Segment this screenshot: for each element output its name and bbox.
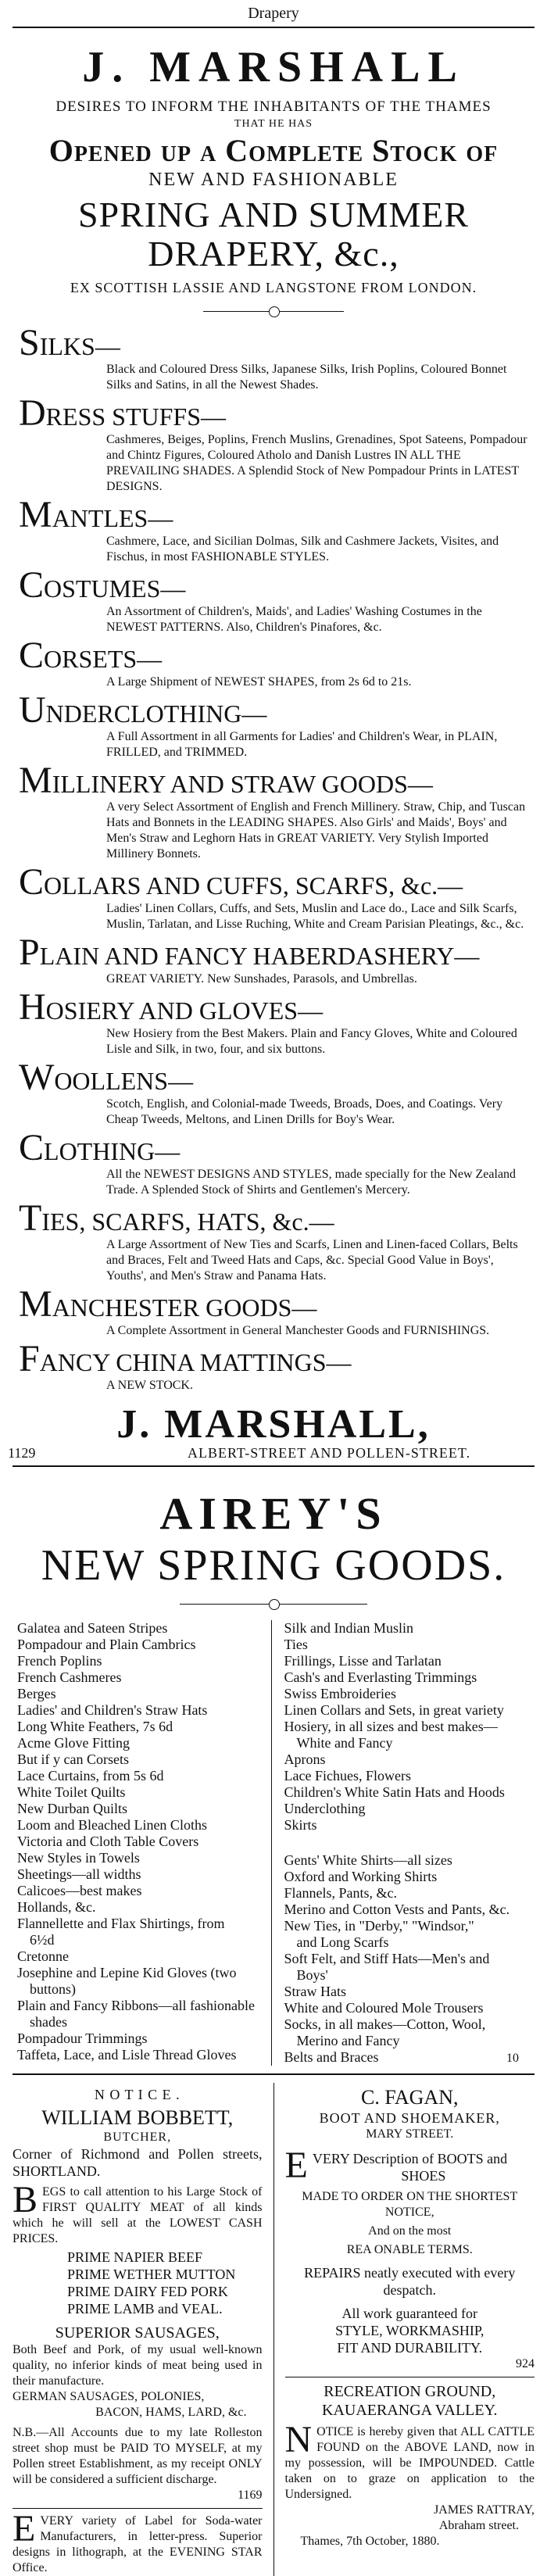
bobbett-bacon: BACON, HAMS, LARD, &c. [95, 2406, 247, 2419]
meat-item: PRIME LAMB and VEAL. [67, 2301, 223, 2317]
category-initial: W [19, 1057, 55, 1098]
category-title: ANCHESTER GOODS— [52, 1293, 317, 1322]
list-item: Victoria and Cloth Table Covers [17, 1834, 199, 1849]
category-heading [19, 1197, 528, 1239]
list-item: Galatea and Sateen Stripes [17, 1620, 168, 1636]
list-item: Josephine and Lepine Kid Gloves (two [17, 1965, 237, 1980]
category-title: ILKS— [39, 332, 120, 360]
category-title: LOTHING— [44, 1137, 181, 1165]
category-initial: F [19, 1338, 40, 1379]
fagan-line4: And on the most [368, 2224, 452, 2238]
bobbett-intro-block [13, 2179, 263, 2247]
category-description: A Large Assortment of New Ties and Scarfs, Linen and Linen-faced Collars, Belts and Braces, Felt and Tweed Hats and Caps, &c. Special Good Value in Boys', Youths', and Men's Straw and Panama Hats. [106, 1238, 518, 1283]
airey-columns [13, 1620, 534, 2066]
category-title: LAIN AND FANCY HABERDASHERY— [39, 942, 480, 970]
list-item: Oxford and Working Shirts [284, 1869, 438, 1884]
marshall-footer [0, 1394, 547, 1461]
list-item: shades [30, 2014, 67, 2030]
list-item: New Ties, in "Derby," "Windsor," [284, 1918, 474, 1934]
category-item [19, 1197, 528, 1284]
category-description: All the NEWEST DESIGNS AND STYLES, made specially for the New Zealand Trade. A Splended Stock of Shirts and Gentlemen's Mercery. [106, 1168, 517, 1197]
airey-right-list-a [284, 1620, 531, 1834]
list-item: New Styles in Towels [17, 1850, 140, 1866]
list-item: French Poplins [17, 1653, 102, 1669]
category-title: ORSETS— [44, 645, 163, 673]
bobbett-intro: EGS to call attention to his Large Stock of FIRST QUALITY MEAT of all kinds which he will sell at the LOWEST CASH PRICES. [13, 2185, 263, 2245]
list-item: Lace Curtains, from 5s 6d [17, 1768, 164, 1784]
divider [13, 1465, 534, 1467]
category-description: A Complete Assortment in General Manchester Goods and FURNISHINGS. [106, 1324, 490, 1337]
category-item [19, 1057, 528, 1128]
category-heading [19, 689, 528, 731]
category-description: Cashmeres, Beiges, Poplins, French Muslins, Grenadines, Spot Sateens, Pompadour and Chintz Figures, Coloured Atholo and Danish Lustres IN ALL THE PREVAILING SHADES. A Splendid Stock of New Pompadour Prints in LATEST DESIGNS. [106, 433, 527, 493]
meat-item: PRIME DAIRY FED PORK [67, 2284, 228, 2299]
category-description: Black and Coloured Dress Silks, Japanese Silks, Irish Poplins, Coloured Bonnet Silks and Satins, in all the Newest Shades. [106, 363, 507, 392]
category-initial: P [19, 932, 40, 973]
list-item: Pompadour and Plain Cambrics [17, 1637, 196, 1652]
fagan-fit: FIT AND DURABILITY. [337, 2340, 483, 2356]
recreation-text: OTICE is hereby given that ALL CATTLE FOUND on the ABOVE LAND, now in my possession, will be IMPOUNDED. Cattle taken on to graze on application to the Undersigned. [284, 2425, 534, 2501]
category-item [19, 564, 528, 635]
category-heading [19, 494, 528, 535]
bottom-adverts [13, 2083, 534, 2576]
airey-right-column [272, 1620, 535, 2066]
recreation-signer-address: Abraham street. [438, 2519, 519, 2532]
bobbett-meat-list [67, 2249, 263, 2317]
list-item: White and Fancy [296, 1735, 393, 1751]
list-item: Flannels, Pants, &c. [284, 1885, 397, 1901]
bobbett-nb: N.B.—All Accounts due to my late Rolleston street shop must be PAID TO MYSELF, at my Pollen street Establishment, as my receipt ONLY will be considered a sufficient discharge. [13, 2426, 263, 2486]
category-description: Cashmere, Lace, and Sicilian Dolmas, Silk and Cashmere Jackets, Visites, and Fischus, in most FASHIONABLE STYLES. [106, 535, 499, 564]
list-item: Linen Collars and Sets, in great variety [284, 1702, 504, 1718]
category-item [19, 986, 528, 1057]
fagan-trade: BOOT AND SHOEMAKER, [319, 2110, 500, 2126]
list-item: Pompadour Trimmings [17, 2030, 148, 2046]
list-item: Cretonne [17, 1948, 69, 1964]
list-item: Skirts [284, 1817, 317, 1833]
list-item: Soft Felt, and Stiff Hats—Men's and [284, 1951, 490, 1966]
category-description: Scotch, English, and Colonial-made Tweeds, Broads, Does, and Coatings. Very Cheap Tweeds, Meltons, and Linen Drills for Boy's Wear. [106, 1097, 503, 1126]
list-item: Loom and Bleached Linen Cloths [17, 1817, 207, 1833]
category-heading [19, 1283, 528, 1325]
list-item: White and Coloured Mole Trousers [284, 2000, 484, 2016]
list-item: Plain and Fancy Ribbons—all fashionable [17, 1998, 255, 2013]
category-initial: H [19, 986, 46, 1028]
marshall-spring: SPRING AND SUMMER DRAPERY, &c., [77, 195, 470, 274]
category-initial: S [19, 322, 40, 363]
list-item: Socks, in all makes—Cotton, Wool, [284, 2016, 486, 2032]
category-item [19, 1338, 528, 1394]
marshall-title: J. MARSHALL [82, 43, 465, 91]
category-item [19, 635, 528, 690]
bobbett-address: Corner of Richmond and Pollen streets, SHORTLAND. [13, 2146, 263, 2179]
category-description: A NEW STOCK. [106, 1379, 193, 1392]
bobbett-notice: N O T I C E . [94, 2087, 181, 2102]
category-description: New Hosiery from the Best Makers. Plain and Fancy Gloves, White and Coloured Lisle and Silk, in two, four, and six buttons. [106, 1027, 517, 1056]
meat-item: PRIME WETHER MUTTON [67, 2267, 236, 2282]
recreation-dropcap: N [284, 2419, 313, 2460]
category-description: An Assortment of Children's, Maids', and Ladies' Washing Costumes in the NEWEST PATTERNS. Also, Children's Pinafores, &c. [106, 605, 482, 634]
category-initial: C [19, 1127, 45, 1168]
fagan-name: C. FAGAN, [361, 2086, 459, 2109]
list-item: Ties [284, 1637, 308, 1652]
list-item: Swiss Embroideries [284, 1686, 396, 1701]
list-item: Hosiery, in all sizes and best makes— [284, 1719, 498, 1734]
category-item [19, 322, 528, 393]
category-title: OLLARS AND CUFFS, SCARFS, &c.— [44, 871, 463, 900]
marshall-opened: Opened up a Complete Stock of [48, 133, 499, 168]
bobbett-trade: BUTCHER, [103, 2131, 172, 2144]
category-title: OSIERY AND GLOVES— [45, 996, 324, 1025]
marshall-intro: DESIRES TO INFORM THE INHABITANTS OF THE THAMES [55, 98, 492, 115]
ornament-divider [180, 1597, 367, 1612]
category-item [19, 689, 528, 760]
category-item [19, 760, 528, 862]
category-description: GREAT VARIETY. New Sunshades, Parasols, and Umbrellas. [106, 972, 417, 986]
recreation-date: Thames, 7th October, 1880. [300, 2535, 440, 2548]
airey-right-list-b [284, 1852, 531, 2066]
category-item [19, 861, 528, 932]
list-item: New Durban Quilts [17, 1801, 127, 1816]
category-initial: C [19, 564, 45, 606]
category-title: RESS STUFFS— [45, 402, 226, 431]
category-list [0, 322, 547, 1394]
list-item: French Cashmeres [17, 1669, 122, 1685]
bobbett-nb-number: 1169 [238, 2488, 263, 2502]
list-item: But if y can Corsets [17, 1751, 129, 1767]
marshall-footer-name: J. MARSHALL, [116, 1402, 431, 1447]
divider [13, 27, 534, 28]
list-item: Flannellette and Flax Shirtings, from [17, 1916, 225, 1931]
marshall-ex: EX SCOTTISH LASSIE AND LANGSTONE FROM LONDON. [70, 280, 477, 295]
airey-left-column [13, 1620, 272, 2066]
category-heading [19, 986, 528, 1028]
category-heading [19, 861, 528, 903]
category-description: A Large Shipment of NEWEST SHAPES, from 2s 6d to 21s. [106, 675, 412, 689]
airey-advert [0, 1490, 547, 2066]
category-initial: C [19, 861, 45, 903]
list-item: Straw Hats [284, 1984, 346, 1999]
bobbett-advert [13, 2083, 274, 2576]
fagan-line5: REA ONABLE TERMS. [346, 2243, 473, 2256]
label-text: VERY variety of Label for Soda-water Manufacturers, in letter-press. Superior designs in lithograph, at the EVENING STAR Office. [13, 2514, 263, 2574]
category-initial: M [19, 760, 52, 801]
marshall-new-fashionable: NEW AND FASHIONABLE [148, 170, 399, 190]
section-header: Drapery [248, 5, 299, 22]
category-initial: C [19, 635, 45, 676]
list-item: Merino and Cotton Vests and Pants, &c. [284, 1902, 510, 1917]
list-item: Frillings, Lisse and Tarlatan [284, 1653, 442, 1669]
marshall-footer-address: ALBERT-STREET AND POLLEN-STREET. [188, 1445, 471, 1461]
recreation-block [284, 2419, 535, 2503]
category-title: ILLINERY AND STRAW GOODS— [52, 770, 433, 798]
airey-number: 10 [506, 2052, 519, 2065]
list-item: Underclothing [284, 1801, 366, 1816]
bobbett-name: WILLIAM BOBBETT, [41, 2106, 234, 2129]
list-item: Cash's and Everlasting Trimmings [284, 1669, 477, 1685]
list-item: Boys' [296, 1967, 328, 1983]
recreation-signer: JAMES RATTRAY, [434, 2503, 534, 2517]
fagan-street: MARY STREET. [366, 2127, 454, 2141]
fagan-number: 924 [516, 2357, 534, 2370]
list-item: Aprons [284, 1751, 326, 1767]
recreation-title: RECREATION GROUND, KAUAERANGA VALLEY. [322, 2383, 498, 2419]
bobbett-sausages-text: Both Beef and Pork, of my usual well-known quality, no inferior kinds of meat being used in their manufacture. [13, 2343, 263, 2388]
list-item: Acme Glove Fitting [17, 1735, 130, 1751]
list-item: Berges [17, 1686, 56, 1701]
category-description: Ladies' Linen Collars, Cuffs, and Sets, Muslin and Lace do., Lace and Silk Scarfs, Muslin, Tarlatan, and Lisse Ruching, White and Cream Parisian Pleatings, &c., &c. [106, 902, 524, 931]
category-heading [19, 322, 528, 363]
list-item: Merino and Fancy [296, 2033, 400, 2048]
fagan-line1: VERY Description of BOOTS and [312, 2151, 508, 2166]
category-heading [19, 932, 528, 973]
fagan-advert [274, 2083, 535, 2576]
category-item [19, 1283, 528, 1339]
bobbett-sausages-head: SUPERIOR SAUSAGES, [55, 2324, 220, 2342]
bobbett-dropcap: B [13, 2179, 38, 2220]
list-item: Calicoes—best makes [17, 1883, 142, 1898]
label-advert [13, 2508, 263, 2576]
marshall-footer-number: 1129 [8, 1445, 36, 1461]
meat-item: PRIME NAPIER BEEF [67, 2249, 203, 2265]
fagan-dropcap: E [284, 2145, 308, 2186]
list-item: Ladies' and Children's Straw Hats [17, 1702, 208, 1718]
category-initial: M [19, 1283, 52, 1325]
category-heading [19, 760, 528, 801]
marshall-advert [0, 43, 547, 1461]
divider [13, 2508, 263, 2509]
bobbett-german: GERMAN SAUSAGES, POLONIES, [13, 2390, 205, 2403]
category-title: ANCY CHINA MATTINGS— [39, 1348, 352, 1376]
category-heading [19, 392, 528, 434]
category-item [19, 392, 528, 495]
list-item: Children's White Satin Hats and Hoods [284, 1784, 505, 1800]
airey-title: AIREY'S [159, 1488, 388, 1539]
list-item: Taffeta, Lace, and Lisle Thread Gloves [17, 2047, 237, 2063]
category-item [19, 1127, 528, 1198]
fagan-guarantee: All work guaranteed for [341, 2306, 477, 2321]
category-heading [19, 1057, 528, 1098]
category-heading [19, 635, 528, 676]
category-heading [19, 1338, 528, 1379]
list-item: Silk and Indian Muslin [284, 1620, 413, 1636]
category-initial: T [19, 1197, 42, 1239]
fagan-repairs: REPAIRS neatly executed with every despatch. [304, 2265, 516, 2298]
fagan-line3: MADE TO ORDER ON THE SHORTEST NOTICE, [302, 2190, 518, 2219]
list-item: Gents' White Shirts—all sizes [284, 1852, 452, 1868]
category-heading [19, 1127, 528, 1168]
list-item: Long White Feathers, 7s 6d [17, 1719, 173, 1734]
fagan-line2: SHOES [401, 2168, 446, 2184]
recreation-advert [285, 2382, 535, 2549]
list-item: White Toilet Quilts [17, 1784, 126, 1800]
list-item: Belts and Braces [284, 2049, 379, 2065]
airey-subtitle: NEW SPRING GOODS. [41, 1541, 506, 1590]
divider [13, 2073, 534, 2075]
category-title: ANTLES— [52, 504, 173, 532]
list-item: buttons) [30, 1981, 77, 1997]
category-initial: D [19, 392, 46, 434]
category-item [19, 494, 528, 565]
category-item [19, 932, 528, 987]
category-heading [19, 564, 528, 606]
fagan-style: STYLE, WORKMASHIP, [335, 2323, 484, 2338]
marshall-that: THAT HE HAS [234, 118, 313, 130]
category-initial: U [19, 689, 46, 731]
category-title: OSTUMES— [44, 574, 186, 603]
ornament-divider [203, 304, 344, 320]
category-title: IES, SCARFS, HATS, &c.— [41, 1208, 334, 1236]
list-item: 6½d [30, 1932, 55, 1948]
list-item: and Long Scarfs [296, 1934, 389, 1950]
category-title: OOLLENS— [54, 1067, 194, 1095]
list-item: Hollands, &c. [17, 1899, 96, 1915]
label-dropcap: E [13, 2508, 36, 2549]
category-description: A very Select Assortment of English and French Millinery. Straw, Chip, and Tuscan Hats and Bonnets in the LEADING SHAPES. Also Girls' and Maids', Boys' and Men's Straw and Leghorn Hats in GREAT VARIETY. Very Stylish Imported Millinery Bonnets. [106, 800, 526, 860]
list-item: Sheetings—all widths [17, 1866, 141, 1882]
list-item: Lace Fichues, Flowers [284, 1768, 411, 1784]
category-description: A Full Assortment in all Garments for Ladies' and Children's Wear, in PLAIN, FRILLED, and TRIMMED. [106, 730, 498, 759]
category-initial: M [19, 494, 52, 535]
category-title: NDERCLOTHING— [45, 699, 267, 728]
